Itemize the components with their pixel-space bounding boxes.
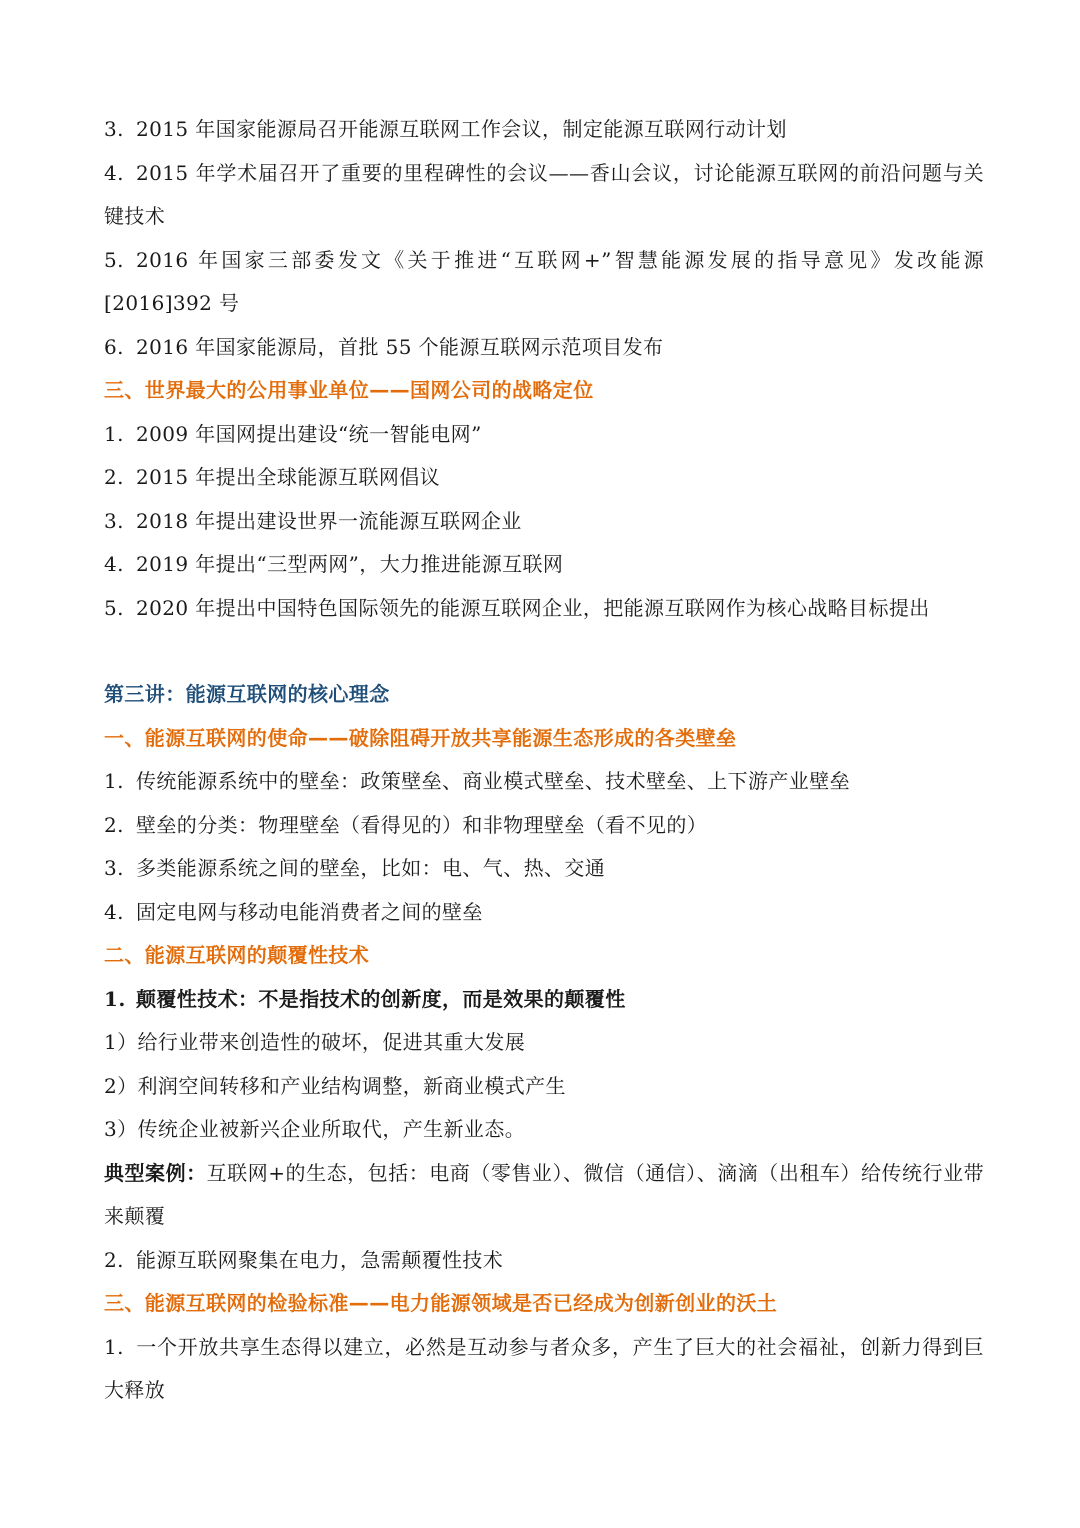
list-item <box>104 239 984 326</box>
list-item <box>104 587 984 631</box>
list-item-text: 传统能源系统中的壁垒：政策壁垒、商业模式壁垒、技术壁垒、上下游产业壁垒 <box>136 769 850 793</box>
list-item <box>104 543 984 587</box>
point-item: 3）传统企业被新兴企业所取代，产生新业态。 <box>104 1117 526 1141</box>
subheading-disruptive-tech <box>104 978 984 1022</box>
point-item: 1）给行业带来创造性的破坏，促进其重大发展 <box>104 1030 526 1054</box>
list-item-number: 6. <box>104 334 124 359</box>
list-item <box>104 456 984 500</box>
list-item <box>104 326 984 370</box>
section-heading-mission: 一、能源互联网的使命——破除阻碍开放共享能源生态形成的各类壁垒 <box>104 725 737 750</box>
list-item-text: 2015 年国家能源局召开能源互联网工作会议，制定能源互联网行动计划 <box>136 117 787 141</box>
list-item-text: 壁垒的分类：物理壁垒（看得见的）和非物理壁垒（看不见的） <box>136 812 708 837</box>
list-item-number: 4. <box>104 160 124 185</box>
list-item <box>104 152 984 239</box>
list-item-number: 5. <box>104 595 124 620</box>
point-item: 2）利润空间转移和产业结构调整，新商业模式产生 <box>104 1073 566 1098</box>
section-heading-criteria: 三、能源互联网的检验标准——电力能源领域是否已经成为创新创业的沃土 <box>104 1291 778 1315</box>
list-item-number: 3. <box>104 117 124 141</box>
list-item-number: 3. <box>104 508 124 533</box>
list-item-text: 多类能源系统之间的壁垒，比如：电、气、热、交通 <box>136 856 606 880</box>
case-text: 互联网+的生态，包括：电商（零售业）、微信（通信）、滴滴（出租车）给传统行业带来颠覆 <box>104 1160 984 1228</box>
list-item-number: 3. <box>104 856 124 880</box>
case-label: 典型案例： <box>104 1160 207 1185</box>
list-item-number: 4. <box>104 899 124 924</box>
list-item-text: 能源互联网聚集在电力，急需颠覆性技术 <box>136 1247 504 1272</box>
list-item <box>104 500 984 544</box>
list-item <box>104 804 984 848</box>
list-item-number: 5. <box>104 247 124 272</box>
list-item <box>104 760 984 804</box>
list-item-text: 2016 年国家能源局，首批 55 个能源互联网示范项目发布 <box>136 334 664 359</box>
list-item-text: 2016 年国家三部委发文《关于推进“互联网+”智慧能源发展的指导意见》发改能源[2016]392 号 <box>104 247 984 315</box>
list-item-number: 1. <box>104 986 126 1011</box>
list-item-text: 2019 年提出“三型两网”，大力推进能源互联网 <box>136 552 564 576</box>
list-item <box>104 1326 984 1413</box>
list-item-text: 2018 年提出建设世界一流能源互联网企业 <box>136 508 522 533</box>
list-item-number: 2. <box>104 1247 124 1272</box>
list-item-number: 1. <box>104 421 124 446</box>
list-item-text: 一个开放共享生态得以建立，必然是互动参与者众多，产生了巨大的社会福祉，创新力得到巨大释放 <box>104 1334 984 1402</box>
list-item-number: 1. <box>104 1334 124 1359</box>
spacer <box>104 630 984 673</box>
document-page <box>104 108 984 1413</box>
section-heading-sgcc: 三、世界最大的公用事业单位——国网公司的战略定位 <box>104 378 594 402</box>
list-item <box>104 108 984 152</box>
list-item-number: 2. <box>104 465 124 489</box>
lecture-title: 第三讲：能源互联网的核心理念 <box>104 682 390 706</box>
list-item-text: 2009 年国网提出建设“统一智能电网” <box>136 421 482 446</box>
case-paragraph <box>104 1152 984 1239</box>
list-item <box>104 847 984 891</box>
list-item-text: 2015 年学术届召开了重要的里程碑性的会议——香山会议，讨论能源互联网的前沿问题与关键技术 <box>104 160 984 228</box>
list-item-text: 2015 年提出全球能源互联网倡议 <box>136 465 441 489</box>
list-item-number: 1. <box>104 769 124 793</box>
list-item-text: 固定电网与移动电能消费者之间的壁垒 <box>136 899 483 924</box>
list-item <box>104 413 984 457</box>
list-item <box>104 891 984 935</box>
list-item <box>104 1239 984 1283</box>
list-item-number: 4. <box>104 552 124 576</box>
section-heading-disruptive: 二、能源互联网的颠覆性技术 <box>104 943 370 967</box>
list-item-number: 2. <box>104 812 124 837</box>
subheading-text: 颠覆性技术：不是指技术的创新度，而是效果的颠覆性 <box>136 986 626 1011</box>
list-item-text: 2020 年提出中国特色国际领先的能源互联网企业，把能源互联网作为核心战略目标提出 <box>136 595 930 620</box>
